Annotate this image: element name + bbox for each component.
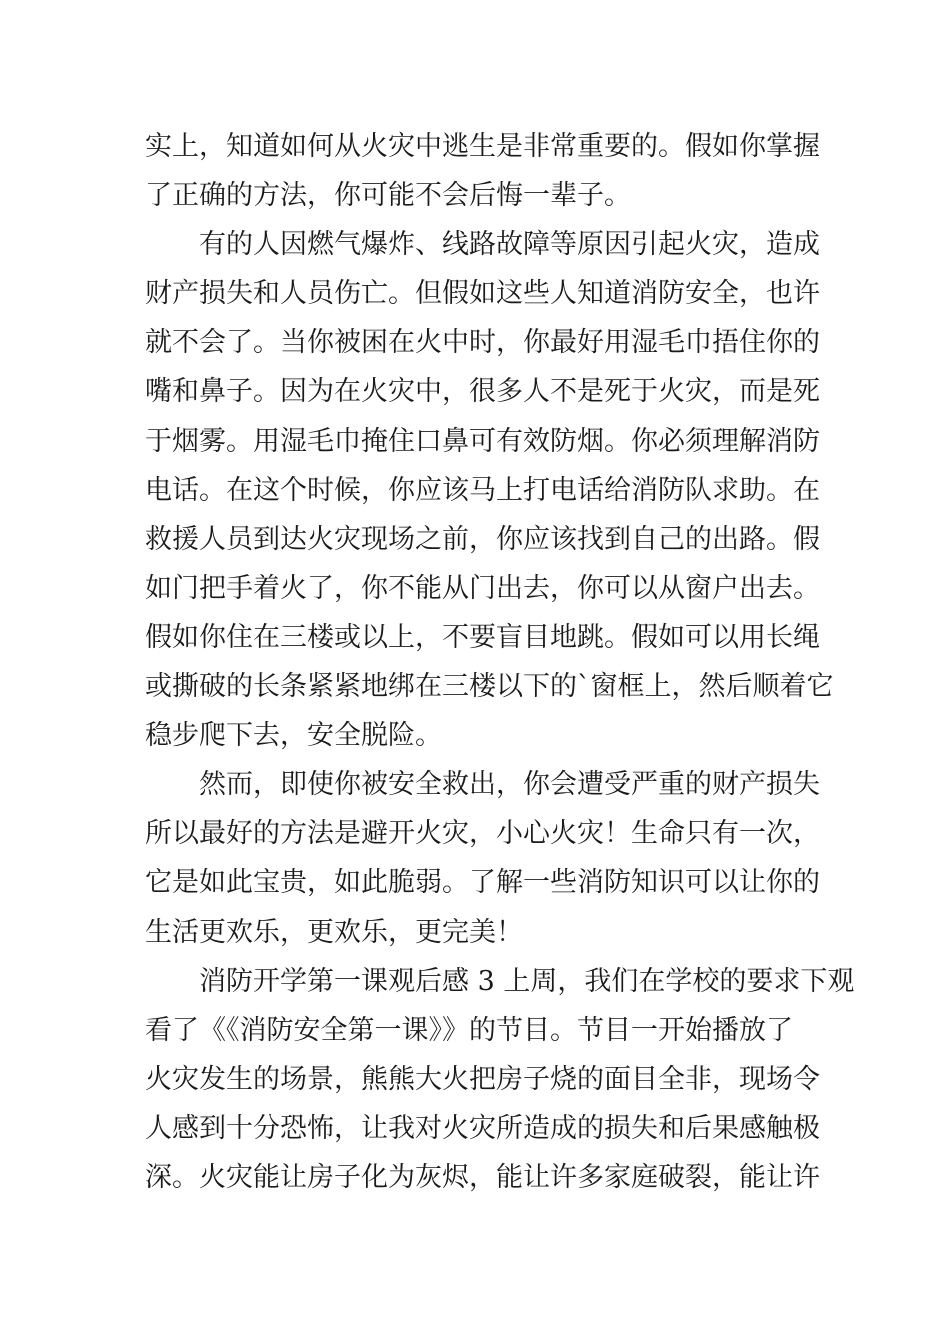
paragraph-first-line: 有的人因燃气爆炸、线路故障等原因引起火灾，造成 xyxy=(199,229,820,261)
text-line: 或撕破的长条紧紧地绑在三楼以下的`窗框上，然后顺着它 xyxy=(145,671,834,703)
text-line: 电话。在这个时候，你应该马上打电话给消防队求助。在 xyxy=(145,474,820,506)
text-line: 于烟雾。用湿毛巾掩住口鼻可有效防烟。你必须理解消防 xyxy=(145,425,820,457)
document-body xyxy=(145,122,855,1202)
text-line: 所以最好的方法是避开火灾，小心火灾！生命只有一次， xyxy=(145,818,820,850)
text-line: 火灾发生的场景，熊熊大火把房子烧的面目全非，现场令 xyxy=(145,1063,820,1095)
text-line: 稳步爬下去，安全脱险。 xyxy=(145,720,442,752)
paragraph-first-line: 消防开学第一课观后感 3 上周，我们在学校的要求下观 xyxy=(199,965,855,997)
text-line: 实上，知道如何从火灾中逃生是非常重要的。假如你掌握 xyxy=(145,131,820,162)
text-line: 人感到十分恐怖，让我对火灾所造成的损失和后果感触极 xyxy=(145,1112,820,1144)
text-line: 它是如此宝贵，如此脆弱。了解一些消防知识可以让你的 xyxy=(145,867,820,899)
text-line: 就不会了。当你被困在火中时，你最好用湿毛巾捂住你的 xyxy=(145,327,820,359)
text-line: 救援人员到达火灾现场之前，你应该找到自己的出路。假 xyxy=(145,523,820,555)
text-line: 财产损失和人员伤亡。但假如这些人知道消防安全，也许 xyxy=(145,278,820,310)
text-line: 看了《《消防安全第一课》》的节目。节目一开始播放了 xyxy=(145,1014,793,1046)
paragraph-first-line: 然而，即使你被安全救出，你会遭受严重的财产损失 xyxy=(199,769,820,801)
text-line: 生活更欢乐，更欢乐，更完美！ xyxy=(145,916,523,948)
text-line: 如门把手着火了，你不能从门出去，你可以从窗户出去。 xyxy=(145,572,820,604)
text-line: 深。火灾能让房子化为灰烬，能让许多家庭破裂，能让许 xyxy=(145,1161,820,1193)
text-line: 假如你住在三楼或以上，不要盲目地跳。假如可以用长绳 xyxy=(145,621,820,653)
text-line: 嘴和鼻子。因为在火灾中，很多人不是死于火灾，而是死 xyxy=(145,376,820,408)
text-line: 了正确的方法，你可能不会后悔一辈子。 xyxy=(145,180,631,212)
